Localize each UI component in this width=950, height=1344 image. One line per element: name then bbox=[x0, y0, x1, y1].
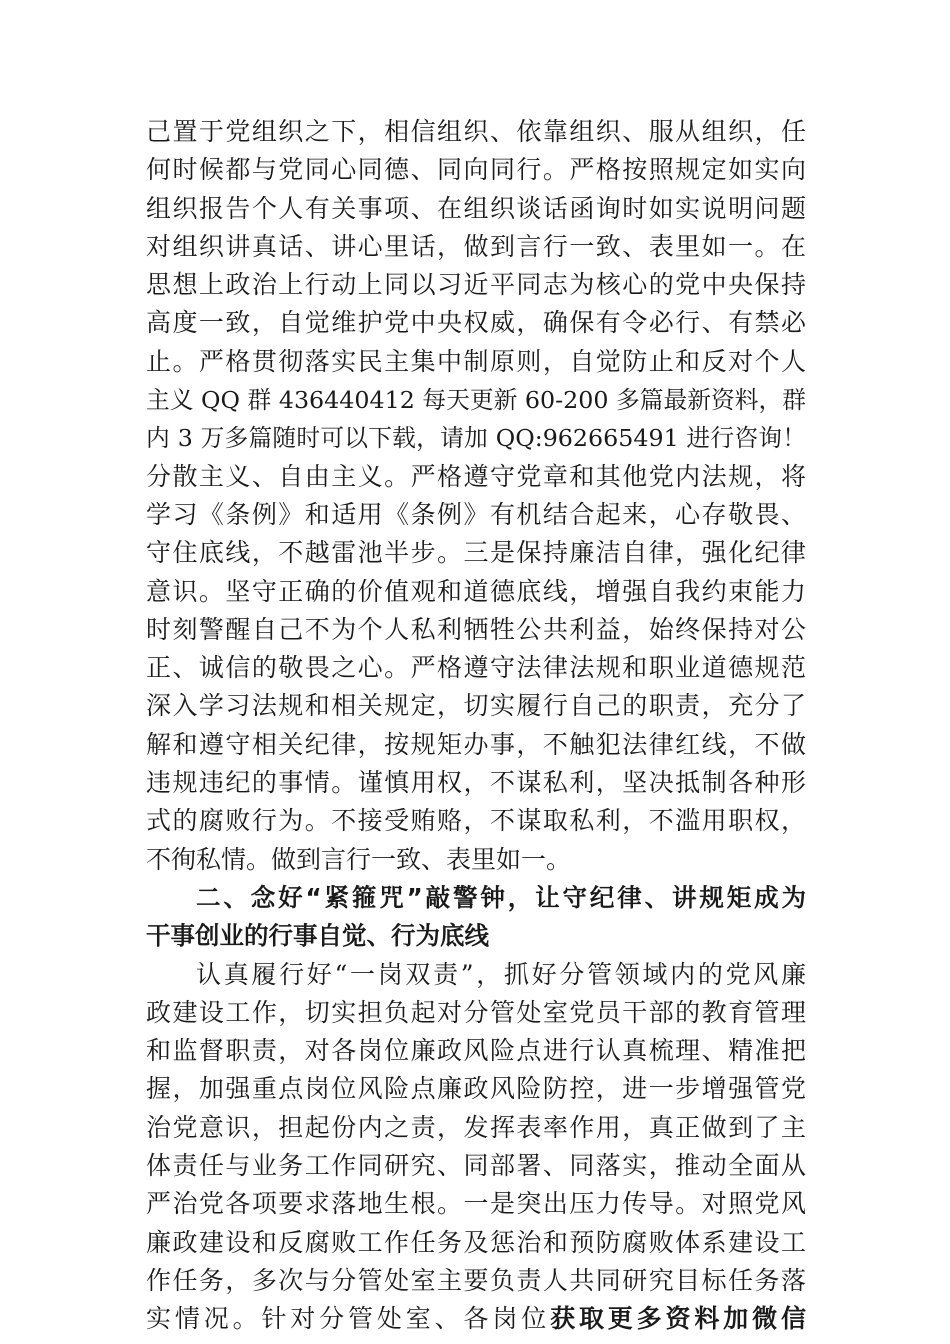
body-line: 式的腐败行为。不接受贿赂，不谋取私利，不滥用职权， bbox=[146, 806, 806, 836]
body-line: 政建设工作，切实担负起对分管处室党员干部的教育管理 bbox=[146, 997, 806, 1027]
document-body bbox=[146, 113, 806, 1339]
body-line: 意识。坚守正确的价值观和道德底线，增强自我约束能力 bbox=[146, 576, 806, 606]
body-line-final bbox=[146, 1300, 806, 1338]
body-line: 学习《条例》和适用《条例》有机结合起来，心存敬畏、 bbox=[146, 499, 806, 529]
body-line: 和监督职责，对各岗位廉政风险点进行认真梳理、精准把 bbox=[146, 1036, 806, 1066]
final-line-text: 实情况。针对分管处室、各岗位 bbox=[146, 1304, 551, 1334]
body-line: 作任务，多次与分管处室主要负责人共同研究目标任务落 bbox=[146, 1265, 806, 1295]
body-line: 何时候都与党同心同德、同向同行。严格按照规定如实向 bbox=[146, 155, 806, 185]
section-heading-line: 干事创业的行事自觉、行为底线 bbox=[146, 921, 489, 951]
body-line: 认真履行好“一岗双责”，抓好分管领域内的党风廉 bbox=[196, 959, 806, 989]
section-heading-line: 二、念好“紧箍咒”敲警钟，让守纪律、讲规矩成为 bbox=[196, 882, 806, 912]
body-line: 时刻警醒自己不为个人私利牺牲公共利益，始终保持对公 bbox=[146, 614, 806, 644]
body-line: 高度一致，自觉维护党中央权威，确保有令必行、有禁必 bbox=[146, 308, 806, 338]
body-line: 治党意识，担起份内之责，发挥表率作用，真正做到了主 bbox=[146, 1112, 806, 1142]
body-line: 不徇私情。做到言行一致、表里如一。 bbox=[146, 844, 572, 874]
body-line: 组织报告个人有关事项、在组织谈话函询时如实说明问题 bbox=[146, 193, 806, 223]
body-line: 对组织讲真话、讲心里话，做到言行一致、表里如一。在 bbox=[146, 231, 806, 261]
body-line: 思想上政治上行动上同以习近平同志为核心的党中央保持 bbox=[146, 270, 806, 300]
body-line: 解和遵守相关纪律，按规矩办事，不触犯法律红线，不做 bbox=[146, 729, 806, 759]
body-line: 止。严格贯彻落实民主集中制原则，自觉防止和反对个人 bbox=[146, 346, 806, 376]
body-line: 正、诚信的敬畏之心。严格遵守法律法规和职业道德规范 bbox=[146, 653, 806, 683]
body-line: 握，加强重点岗位风险点廉政风险防控，进一步增强管党 bbox=[146, 1074, 806, 1104]
body-line: 违规违纪的事情。谨慎用权，不谋私利，坚决抵制各种形 bbox=[146, 768, 806, 798]
body-line: 内 3 万多篇随时可以下载，请加 QQ:962665491 进行咨询！ bbox=[146, 424, 806, 453]
promo-text: 获取更多资料加微信 bbox=[550, 1304, 806, 1334]
body-line: 廉政建设和反腐败工作任务及惩治和预防腐败体系建设工 bbox=[146, 1227, 806, 1257]
body-line: 分散主义、自由主义。严格遵守党章和其他党内法规，将 bbox=[146, 461, 806, 491]
body-line: 守住底线，不越雷池半步。三是保持廉洁自律，强化纪律 bbox=[146, 538, 806, 568]
body-line: 主义 QQ 群 436440412 每天更新 60-200 多篇最新资料，群 bbox=[146, 386, 806, 415]
body-line: 己置于党组织之下，相信组织、依靠组织、服从组织，任 bbox=[146, 117, 806, 146]
body-line: 严治党各项要求落地生根。一是突出压力传导。对照党风 bbox=[146, 1189, 806, 1219]
body-line: 体责任与业务工作同研究、同部署、同落实，推动全面从 bbox=[146, 1151, 806, 1181]
body-line: 深入学习法规和相关规定，切实履行自己的职责，充分了 bbox=[146, 691, 806, 721]
